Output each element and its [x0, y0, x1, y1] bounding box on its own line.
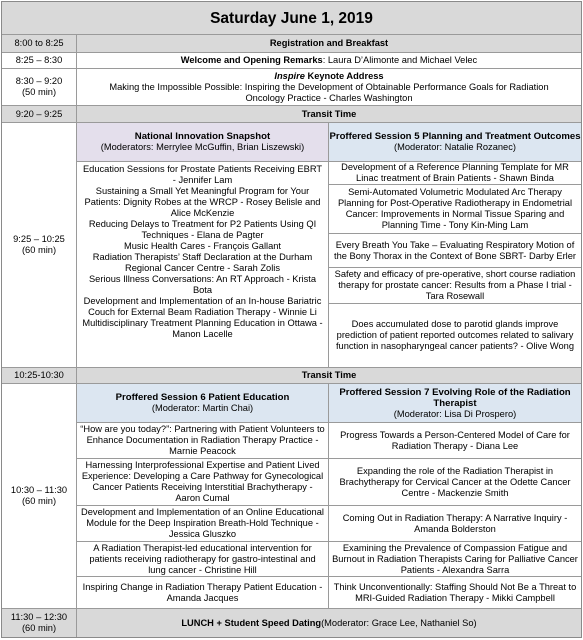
schedule-title-row: [2, 2, 581, 35]
talk-item: A Radiation Therapist-led educational intervention for patients receiving radiotherapy for gastro-intestinal and lung cancer - Christine Hill: [77, 542, 328, 577]
session-header: [329, 384, 581, 423]
time-cell: 8:25 – 8:30: [2, 53, 77, 68]
session-moderators: (Moderator: Natalie Rozanec): [394, 142, 516, 152]
talk-item: Think Unconventionally: Staffing Should Not Be a Threat to MRI-Guided Radiation Therapy - Mikki Campbell: [333, 581, 577, 603]
registration-row: [2, 35, 581, 53]
keynote-talk: Making the Impossible Possible: Inspiring the Development of Obtainable Performance Goals for Radiation Oncology Practice - Charles Washington: [109, 81, 549, 103]
national-innovation-column: [77, 123, 329, 367]
talk-item: Music Health Cares - François Gallant: [123, 241, 282, 251]
keynote-heading: [274, 71, 383, 82]
talk-item: Education Sessions for Prostate Patients Receiving EBRT - Jennifer Lam: [82, 164, 323, 185]
transit-row: [2, 106, 581, 123]
session7-column: [329, 384, 581, 608]
session-moderators: (Moderator: Lisa Di Prospero): [393, 408, 517, 419]
registration-label: Registration and Breakfast: [269, 38, 389, 48]
duration-label: (60 min): [21, 623, 57, 633]
talk-item: Does accumulated dose to parotid glands improve prediction of patient reported outcomes related to salivary function in nasopharyngeal cancer patients? - Olive Wong: [335, 319, 575, 351]
talk-item: Progress Towards a Person-Centered Model of Care for Radiation Therapy - Diana Lee: [329, 423, 581, 459]
talk-list: [77, 162, 328, 367]
session-heading: Proffered Session 5 Planning and Treatment Outcomes: [329, 131, 581, 142]
time-cell: [2, 609, 77, 637]
time-cell: 9:20 – 9:25: [2, 106, 77, 122]
welcome-label: Welcome and Opening Remarks: [180, 55, 323, 65]
welcome-row: [2, 53, 581, 69]
talk-item: Development and Implementation of an Online Educational Module for the Deep Inspiration Breath-Hold Technique - Jessica Gluszko: [77, 506, 328, 542]
session6-column: [77, 384, 329, 608]
time-label: 8:30 – 9:20: [15, 76, 63, 86]
session-header: [77, 123, 328, 162]
talk-item: Multidisciplinary Treatment Planning Education in Ottawa - Manon Lacelle: [82, 318, 323, 339]
time-cell: [2, 69, 77, 105]
talk-item: Harnessing Interprofessional Expertise and Patient Lived Experience: Developing a Care Pathway for Gynecological Cancer Patients Receiving Interstitial Brachytherapy - Aaron Cumal: [77, 459, 328, 506]
keynote-heading-rest: Keynote Address: [304, 70, 384, 81]
talk-item: Radiation Therapists’ Staff Declaration at the Durham Regional Cancer Centre - Sarah Zolis: [92, 252, 313, 273]
keynote-cell: [77, 69, 581, 105]
keynote-italic: Inspire: [274, 70, 305, 81]
talk-item: Serious Illness Conversations: An RT Approach - Krista Bota: [88, 274, 317, 295]
duration-label: (60 min): [21, 245, 57, 255]
time-cell: 8:00 to 8:25: [2, 35, 77, 52]
talk-item: Development of a Reference Planning Template for MR Linac treatment of Brain Patients - Shawn Binda: [329, 162, 581, 185]
talk-item: Sustaining a Small Yet Meaningful Program for Your Patients: Dignity Robes at the WRCP - Rosey Belisle and Alice McKenzie: [84, 186, 321, 218]
lunch-moderators: (Moderator: Grace Lee, Nathaniel So): [321, 617, 477, 628]
talk-item: Safety and efficacy of pre-operative, short course radiation therapy for prostate cancer: Results from a Phase I trial - Tara Rosewall: [329, 268, 581, 304]
talk-item: Semi-Automated Volumetric Modulated Arc Therapy Planning for Post-Operative Radiotherapy in Endometrial Cancer: Improvements in Normal Tissue Sparing and Planning Time - Tony Kin-Ming Lam: [329, 185, 581, 234]
session-moderators: (Moderators: Merrylee McGuffin, Brian Liszewski): [100, 142, 305, 152]
time-cell: 10:25-10:30: [2, 368, 77, 383]
session-heading: National Innovation Snapshot: [134, 131, 271, 142]
session-block-1: [2, 123, 581, 368]
talk-item: Every Breath You Take – Evaluating Respiratory Motion of the Bony Thorax in the Context of Bone SBRT- Darby Erler: [329, 234, 581, 268]
talk-item: Inspiring Change in Radiation Therapy Patient Education - Amanda Jacques: [82, 581, 323, 603]
schedule-table: [1, 1, 582, 638]
talk-item: Development and Implementation of an In-house Bariatric Couch for External Beam Radiation Therapy - Winnie Li: [83, 296, 322, 317]
duration-label: (50 min): [21, 87, 57, 97]
session-block-2: [2, 384, 581, 609]
time-label: 9:25 – 10:25: [13, 234, 65, 244]
time-cell: [2, 123, 77, 367]
lunch-row: [2, 609, 581, 637]
session5-column: [329, 123, 581, 367]
lunch-label: LUNCH + Student Speed Dating: [181, 617, 322, 628]
schedule-title: Saturday June 1, 2019: [210, 9, 373, 27]
time-label: 11:30 – 12:30: [10, 612, 68, 622]
session-heading: Proffered Session 7 Evolving Role of the Radiation Therapist: [339, 386, 571, 409]
lunch-text: [77, 609, 581, 637]
transit-label: Transit Time: [301, 108, 357, 119]
talk-item: Coming Out in Radiation Therapy: A Narrative Inquiry - Amanda Bolderston: [329, 506, 581, 542]
session-header: [77, 384, 328, 423]
time-label: 10:30 – 11:30: [10, 485, 68, 495]
session-heading: Proffered Session 6 Patient Education: [115, 392, 290, 403]
talk-item: Expanding the role of the Radiation Therapist in Brachytherapy for Cervical Cancer at the Odette Cancer Centre - Mackenzie Smith: [329, 459, 581, 506]
duration-label: (60 min): [21, 496, 57, 506]
transit-row: [2, 368, 581, 384]
talk-item: “How are you today?”: Partnering with Patient Volunteers to Enhance Documentation in Radiation Therapy Practice - Marnie Peacock: [77, 423, 328, 459]
welcome-speakers: : Laura D’Alimonte and Michael Velec: [322, 55, 478, 65]
session-moderators: (Moderator: Martin Chai): [151, 403, 254, 413]
welcome-text: [77, 53, 581, 68]
session-header: [329, 123, 581, 162]
talk-item: Reducing Delays to Treatment for P2 Patients Using QI Techniques - Elana de Pagter: [88, 219, 317, 240]
transit-label: Transit Time: [301, 370, 357, 380]
time-cell: [2, 384, 77, 608]
keynote-row: [2, 69, 581, 106]
talk-item: Examining the Prevalence of Compassion Fatigue and Burnout in Radiation Therapists Caring for Palliative Cancer Patients - Alexandra Sarra: [329, 542, 581, 577]
